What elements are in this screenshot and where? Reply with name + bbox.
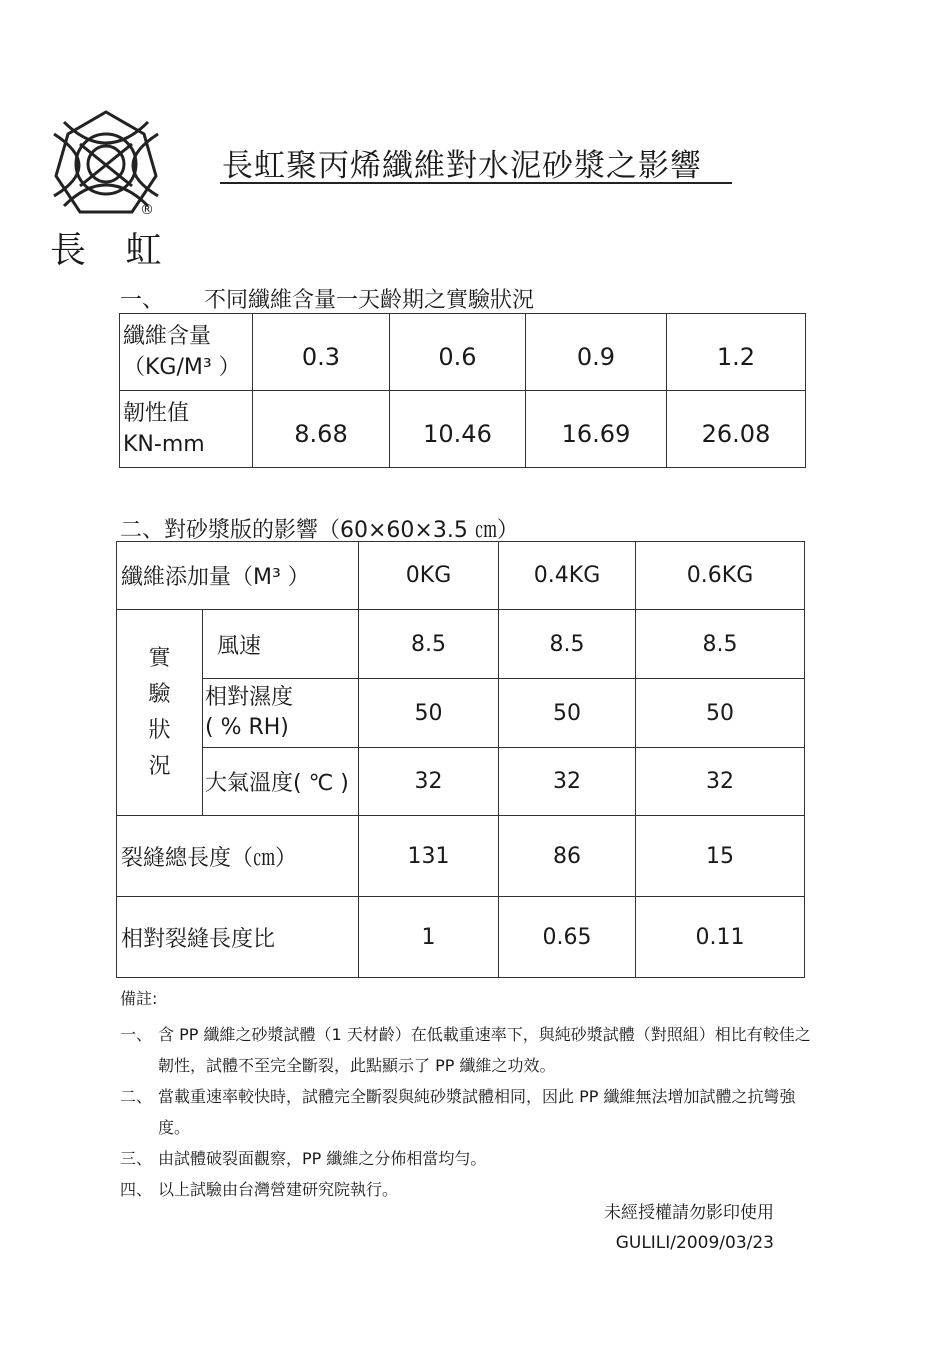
row-label: 韌性值 KN-mm	[120, 391, 253, 468]
brand-text: 長 虹	[50, 230, 176, 271]
table-cell: 8.5	[359, 610, 499, 679]
author-date: GULILI/2009/03/23	[615, 1233, 774, 1253]
table-row	[117, 816, 805, 897]
table-cell: 50	[636, 679, 805, 748]
table-cell: 86	[499, 816, 636, 897]
list-marker: 三、	[120, 1149, 153, 1168]
note-text: 含 PP 纖維之砂漿試體（1 天材齡）在低載重速率下，與純砂漿試體（對照組）相比有較佳之韌性，試體不至完全斷裂，此點顯示了 PP 纖維之功效。	[158, 1025, 811, 1075]
list-marker: 一、	[120, 1025, 153, 1044]
table-row	[120, 314, 806, 391]
registered-mark: ®	[140, 202, 154, 218]
copyright-notice: 未經授權請勿影印使用	[604, 1203, 774, 1223]
section2-heading: 二、對砂漿版的影響（60×60×3.5 ㎝）	[120, 518, 519, 543]
table-cell: 16.69	[526, 391, 667, 468]
table-cell: 32	[499, 748, 636, 816]
table-cell: 8.5	[636, 610, 805, 679]
row-label: 纖維添加量（M³ ）	[117, 542, 359, 610]
page-title: 長虹聚丙烯纖維對水泥砂漿之影響	[222, 148, 702, 184]
mortar-slab-table	[116, 541, 805, 978]
note-text: 當載重速率較快時，試體完全斷裂與純砂漿試體相同，因此 PP 纖維無法增加試體之抗彎強度。	[158, 1087, 796, 1137]
table-header-cell: 0.6KG	[636, 542, 805, 610]
row-label: 相對裂縫長度比	[117, 897, 359, 978]
table-cell: 26.08	[667, 391, 806, 468]
table-header-cell: 0KG	[359, 542, 499, 610]
list-item	[120, 1081, 820, 1143]
note-text: 以上試驗由台灣營建研究院執行。	[158, 1180, 399, 1199]
table-row	[117, 897, 805, 978]
row-label: 相對濕度 ( % RH)	[203, 679, 359, 748]
notes-section	[120, 986, 820, 1205]
section1-heading-text: 不同纖維含量一天齡期之實驗狀況	[204, 288, 535, 313]
table-cell: 131	[359, 816, 499, 897]
conditions-group-label: 實 驗 狀 況	[117, 610, 203, 816]
list-marker: 四、	[120, 1180, 153, 1199]
table-cell: 50	[499, 679, 636, 748]
table-cell: 50	[359, 679, 499, 748]
section1-heading-number: 一、	[120, 288, 165, 313]
table-cell: 0.9	[526, 314, 667, 391]
table-row	[117, 679, 805, 748]
footer	[604, 1198, 774, 1258]
notes-label: 備註:	[120, 989, 158, 1008]
section1-heading	[120, 283, 534, 314]
row-label: 裂縫總長度（㎝）	[117, 816, 359, 897]
row-label: 大氣溫度( ℃ )	[203, 748, 359, 816]
table-row	[117, 610, 805, 679]
fiber-content-table	[119, 313, 806, 468]
table-cell: 8.5	[499, 610, 636, 679]
row-label: 風速	[203, 610, 359, 679]
table-cell: 1	[359, 897, 499, 978]
table-row	[117, 542, 805, 610]
table-cell: 32	[359, 748, 499, 816]
row-label: 纖維含量 （KG/M³ ）	[120, 314, 253, 391]
list-item	[120, 1143, 820, 1174]
table-cell: 0.6	[390, 314, 526, 391]
note-text: 由試體破裂面觀察，PP 纖維之分佈相當均勻。	[158, 1149, 487, 1168]
table-cell: 1.2	[667, 314, 806, 391]
table-cell: 8.68	[253, 391, 390, 468]
table-cell: 32	[636, 748, 805, 816]
table-row	[117, 748, 805, 816]
table-row	[120, 391, 806, 468]
table-cell: 0.65	[499, 897, 636, 978]
table-cell: 0.11	[636, 897, 805, 978]
list-item	[120, 1019, 820, 1081]
table-cell: 10.46	[390, 391, 526, 468]
list-marker: 二、	[120, 1087, 153, 1106]
table-cell: 0.3	[253, 314, 390, 391]
table-cell: 15	[636, 816, 805, 897]
title-underline	[220, 182, 732, 184]
table-header-cell: 0.4KG	[499, 542, 636, 610]
